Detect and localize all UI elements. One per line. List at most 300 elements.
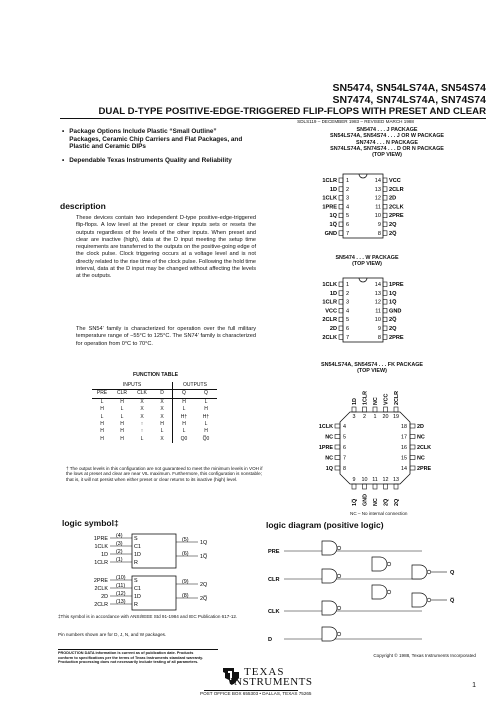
pin-label: NC	[417, 434, 425, 441]
box-label: S	[134, 536, 138, 542]
pin-lead	[394, 484, 398, 489]
nand-gate	[322, 601, 337, 615]
pin-label: 2Q	[389, 326, 397, 332]
column-header: Q̅	[195, 390, 217, 398]
title-line-2: SN7474, SN74LS74A, SN74S74	[332, 94, 486, 106]
pin-number: 7	[346, 230, 350, 237]
fk-caption-line: SN54LS74A, SN54S74 . . . FK PACKAGE	[320, 362, 424, 368]
table-cell: L	[120, 406, 124, 413]
w-pinout	[315, 276, 435, 346]
nc-note: NC – No internal connection	[350, 511, 408, 516]
input-label: 1D	[101, 552, 108, 558]
pin-number: 12	[382, 477, 389, 483]
pin-number: 16	[401, 445, 407, 451]
pin-lead	[335, 445, 340, 449]
pin-lead	[383, 308, 387, 313]
table-cell: X	[160, 435, 164, 442]
pin-label: 1Q̅	[352, 498, 358, 506]
pin-label: 2Q	[389, 222, 397, 228]
pin-lead	[339, 204, 343, 209]
pin-number: (12)	[116, 591, 126, 597]
pin-label: 1CLK	[322, 195, 337, 202]
pin-lead	[339, 326, 343, 331]
dip-pinout	[315, 172, 435, 242]
table-cell: L	[120, 413, 124, 420]
pin-number: 14	[374, 178, 381, 184]
table-cell: H	[100, 406, 104, 413]
table-cell: X	[140, 398, 144, 405]
pin-number: 2	[363, 414, 366, 420]
pin-lead	[383, 196, 387, 201]
pin-lead	[363, 407, 367, 412]
pin-lead	[335, 435, 340, 439]
pin-number: (6)	[182, 551, 189, 557]
pin-number: 10	[361, 477, 368, 483]
table-cell: H	[100, 421, 104, 428]
pin-label: 1Q	[389, 290, 397, 297]
pin-label: NC	[373, 397, 379, 405]
fk-pinout	[300, 378, 450, 508]
pin-lead	[373, 484, 377, 489]
column-header: CLK	[132, 390, 152, 398]
pin-label: 2PRE	[389, 334, 404, 341]
inversion-bubble	[387, 562, 391, 566]
pin-lead	[339, 282, 343, 287]
inversion-bubble	[427, 570, 431, 574]
table-cell: X	[140, 413, 144, 420]
box-label: C1	[134, 544, 141, 550]
title-line-1: SN5474, SN54LS74A, SN54S74	[332, 82, 486, 94]
pin-number: 6	[346, 326, 350, 332]
table-cell: L	[204, 398, 208, 405]
pin-label: 1CLK	[318, 424, 333, 430]
pin-lead	[383, 231, 387, 236]
feature-list	[62, 128, 247, 164]
bullet-icon: •	[62, 156, 65, 164]
pin-number: (2)	[116, 549, 123, 555]
inversion-bubble	[337, 546, 341, 550]
table-cell: L	[140, 435, 144, 442]
function-table-grid	[92, 382, 217, 443]
pin-label: NC	[325, 434, 333, 441]
box-label: 1D	[134, 594, 141, 600]
pin-lead	[410, 456, 415, 460]
pin-number: 6	[343, 445, 346, 451]
pin-label: 1PRE	[322, 204, 337, 211]
pin-number: 12	[374, 299, 381, 306]
table-row	[92, 421, 217, 428]
pin-number: (5)	[182, 537, 189, 543]
pin-lead	[339, 213, 343, 218]
function-table-title: FUNCTION TABLE	[133, 372, 179, 378]
column-header: Q	[173, 390, 196, 398]
pin-lead	[383, 213, 387, 218]
pin-number: 17	[401, 434, 407, 441]
header-rule	[60, 118, 486, 119]
function-table-footnote: † The output levels in this configuration are not guaranteed to meet the minimum levels in VOH if the lows at preset and clear are near VIL maximum. Furthermore, this configuration is nonstable; that is, it will not persist when either preset or clear returns to its inactive (high) level.	[66, 466, 263, 482]
table-row	[92, 406, 217, 413]
table-cell: H†	[202, 413, 210, 420]
pin-number: 6	[346, 222, 350, 228]
pin-number: 4	[343, 424, 346, 430]
table-cell: L	[100, 398, 104, 405]
pin-number: 2	[346, 290, 350, 297]
pin-lead	[383, 204, 387, 209]
dip-caption-line: SN5474 . . . J PACKAGE	[356, 127, 418, 133]
dip-caption-line: SN54LS74A, SN54S74 . . . J OR W PACKAGE	[329, 133, 445, 140]
pin-lead	[339, 317, 343, 322]
pin-number: 2	[346, 186, 350, 193]
pin-number: 13	[393, 477, 399, 483]
input-label: D	[268, 637, 273, 643]
output-label: Q̅	[450, 598, 455, 604]
w-caption-line: SN5474 . . . W PACKAGE	[335, 255, 399, 261]
feature-bullet	[62, 128, 247, 151]
function-table	[92, 382, 217, 443]
page-number: 1	[472, 682, 476, 689]
pin-lead	[335, 424, 340, 428]
pin-label: 1CLR	[322, 178, 337, 184]
table-cell: L	[204, 421, 208, 428]
output-label: 2Q	[200, 582, 208, 588]
inversion-bubble	[427, 598, 431, 602]
table-cell: H	[120, 421, 124, 428]
pin-number: 11	[372, 477, 378, 483]
table-cell: H	[204, 406, 208, 413]
pin-number: 9	[377, 222, 381, 228]
input-label: 1CLR	[94, 560, 108, 566]
logic-symbol-footnote-2: Pin numbers shown are for D, J, N, and W packages.	[58, 632, 167, 637]
footer-rule-left	[58, 649, 218, 650]
pin-number: 5	[343, 434, 346, 441]
w-caption-line: (TOP VIEW)	[352, 261, 382, 268]
pin-number: 18	[401, 424, 407, 430]
output-label: 2Q̅	[200, 596, 208, 602]
pin-lead	[339, 187, 343, 192]
table-cell: L	[173, 406, 196, 413]
table-cell: Q0	[173, 436, 196, 443]
pin-lead	[383, 187, 387, 192]
pin-label: 2D	[389, 195, 397, 202]
pin-label: VCC	[325, 308, 337, 315]
pin-lead	[339, 291, 343, 296]
pin-lead	[383, 300, 387, 305]
pin-lead	[363, 484, 367, 489]
input-label: 1PRE	[93, 536, 108, 542]
input-label: 1CLK	[94, 544, 108, 550]
pin-lead	[394, 407, 398, 412]
output-label: 1Q̅	[200, 554, 208, 560]
pin-number: (3)	[116, 541, 123, 547]
pin-label: 1PRE	[389, 282, 404, 288]
description-heading: description	[60, 201, 106, 211]
feature-text: Package Options Include Plastic “Small Outline” Packages, Ceramic Chip Carriers and Flat Packages, and Plastic and Ceramic DIPs	[69, 128, 243, 151]
table-cell: Q̅0	[202, 435, 210, 442]
box-label: R	[134, 602, 138, 608]
output-label: 1Q	[200, 540, 208, 546]
pin-label: 2Q̅	[389, 317, 397, 324]
pin-label: 1D	[352, 398, 358, 405]
logic-diagram	[262, 535, 462, 647]
pin-number: 19	[393, 414, 399, 420]
box-label: 1D	[134, 552, 141, 558]
pin-label: NC	[325, 455, 333, 462]
pin-label: 1D	[329, 290, 337, 297]
inversion-bubble	[337, 632, 341, 636]
pin-label: 2Q̅	[383, 498, 390, 506]
nand-gate	[322, 569, 337, 583]
inversion-bubble	[337, 606, 341, 610]
pin-number: 10	[374, 317, 381, 324]
package-body	[340, 412, 410, 484]
logic-diagram-heading: logic diagram (positive logic)	[266, 520, 384, 530]
title-line-3: DUAL D-TYPE POSITIVE-EDGE-TRIGGERED FLIP-FLOPS WITH PRESET AND CLEAR	[98, 106, 486, 117]
outputs-group-header: OUTPUTS	[173, 382, 218, 390]
input-label: 2D	[101, 594, 108, 600]
table-cell: H†	[173, 414, 196, 421]
column-header: D	[152, 390, 173, 398]
pin-number: 10	[374, 213, 381, 220]
pin-label: 1Q	[325, 466, 333, 472]
pin-number: (1)	[116, 557, 123, 563]
pin-number: 1	[373, 414, 377, 420]
pin-number: 14	[374, 282, 381, 288]
pin-lead	[352, 484, 356, 489]
pin-number: 20	[382, 414, 389, 420]
input-label: 2CLK	[94, 586, 108, 592]
description-para-2: The SN54' family is characterized for operation over the full military temperature range of −55°C to 125°C. The SN74' family is characterized for operation from 0°C to 70°C.	[76, 326, 256, 347]
table-row	[92, 436, 217, 443]
flip-flop-box	[132, 576, 176, 610]
table-cell: H	[120, 398, 124, 405]
pin-lead	[383, 326, 387, 331]
fk-package-caption	[282, 362, 462, 375]
pin-number: 1	[346, 178, 350, 184]
pin-label: VCC	[383, 393, 390, 405]
copyright: Copyright © 1988, Texas Instruments Incorporated	[373, 653, 476, 658]
table-cell: H	[100, 435, 104, 442]
pin-number: (4)	[116, 533, 123, 539]
pin-number: 4	[346, 308, 350, 315]
pin-lead	[383, 282, 387, 287]
pin-lead	[373, 407, 377, 412]
pin-lead	[383, 335, 387, 340]
logic-symbol-heading: logic symbol‡	[62, 518, 119, 528]
table-cell: X	[160, 413, 164, 420]
fk-caption-line: (TOP VIEW)	[357, 368, 387, 375]
pin1-notch	[359, 278, 367, 282]
flip-flop-box	[132, 534, 176, 568]
table-cell: L	[173, 428, 196, 435]
pin-lead	[383, 291, 387, 296]
brand-line-2: INSTRUMENTS	[230, 676, 313, 688]
pin-lead	[335, 466, 340, 470]
table-cell: X	[160, 406, 164, 413]
pin-lead	[383, 317, 387, 322]
pin-number: 12	[374, 195, 381, 202]
pin-label: 2CLR	[394, 390, 400, 405]
pin-number: 3	[346, 195, 350, 202]
dip-package-caption	[282, 127, 492, 158]
box-label: S	[134, 578, 138, 584]
pin-lead	[335, 456, 340, 460]
table-cell: H	[100, 428, 104, 435]
pin-lead	[339, 222, 343, 227]
pin-label: 2CLK	[322, 334, 337, 341]
pin-number: 9	[377, 326, 381, 332]
input-label: CLK	[268, 609, 280, 615]
pin-label: 1Q̅	[329, 222, 337, 228]
pin-label: 1CLK	[322, 282, 337, 288]
logic-symbol-diagram	[80, 530, 230, 612]
pin-label: 2PRE	[389, 213, 404, 220]
table-cell: L	[100, 413, 104, 420]
pin-label: 1PRE	[318, 445, 333, 451]
table-cell: X	[140, 406, 144, 413]
table-row	[92, 398, 217, 406]
pin-number: 11	[375, 204, 381, 211]
pin-number: (8)	[182, 593, 189, 599]
pin-lead	[339, 300, 343, 305]
table-cell: H	[120, 428, 124, 435]
pin-label: 1Q̅	[389, 299, 397, 306]
pin-label: 1CLR	[322, 299, 337, 306]
pin-number: (11)	[116, 583, 126, 589]
inversion-bubble	[337, 574, 341, 578]
pin-number: 4	[346, 204, 350, 211]
pin-lead	[384, 484, 388, 489]
description-para-1: These devices contain two independent D-type positive-edge-triggered flip-flops. A low level at the preset or clear inputs sets or resets the outputs regardless of the levels of the other inputs. When preset and clear are inactive (high), data at the D input meeting the setup time requirements are transferred to the outputs on the positive-going edge of the clock pulse. Clock triggering occurs at a voltage level and is not directly related to the rise time of the clock pulse. Following the hold time interval, data at the D input may be changed without affecting the levels at the outputs.	[76, 215, 256, 280]
pin-label: GND	[324, 230, 337, 237]
dip-caption-line: (TOP VIEW)	[372, 152, 402, 159]
pinout-drawing	[315, 172, 435, 242]
pin-number: 8	[377, 230, 381, 237]
pin-lead	[339, 308, 343, 313]
table-cell: L	[160, 428, 164, 435]
pin-lead	[339, 178, 343, 183]
pin-lead	[383, 222, 387, 227]
pin-number: 3	[346, 299, 350, 306]
pin-label: NC	[373, 498, 379, 506]
nand-gate	[412, 593, 427, 607]
pin-number: 8	[343, 466, 346, 472]
w-package-caption	[282, 255, 452, 268]
pin-lead	[410, 466, 415, 470]
pin-number: (10)	[116, 575, 126, 581]
input-label: CLR	[268, 577, 280, 583]
box-label: C1	[134, 586, 141, 592]
pin-label: 2Q̅	[389, 230, 397, 237]
pin-lead	[352, 407, 356, 412]
feature-text: Dependable Texas Instruments Quality and Reliability	[69, 156, 232, 164]
logic-symbol-footnote-1: ‡This symbol is in accordance with ANSI/IEEE Std 91-1984 and IEC Publication 617-12.	[58, 614, 238, 619]
column-header: PRE	[92, 390, 112, 398]
input-label: 2CLR	[94, 602, 108, 608]
pin-number: (13)	[116, 599, 126, 605]
pin-label: 2Q	[394, 498, 400, 506]
input-label: PRE	[268, 549, 280, 555]
table-cell: H	[160, 421, 164, 428]
pin-lead	[339, 231, 343, 236]
pin-label: 2D	[329, 326, 337, 332]
pin-lead	[384, 407, 388, 412]
pin-number: 7	[343, 455, 346, 462]
pin-number: (9)	[182, 579, 189, 585]
input-label: 2PRE	[93, 578, 108, 584]
nand-gate	[412, 565, 427, 579]
pin-number: 14	[401, 466, 407, 472]
nand-gate	[322, 541, 337, 555]
pin-lead	[339, 196, 343, 201]
inversion-bubble	[387, 590, 391, 594]
table-cell: X	[160, 398, 164, 405]
column-header: CLR	[112, 390, 132, 398]
nand-gate	[372, 585, 387, 599]
pin-label: 2D	[417, 424, 424, 430]
pinout-drawing	[315, 276, 435, 346]
pin-label: 2CLK	[417, 445, 432, 451]
pin1-notch	[359, 174, 367, 178]
pin-number: 1	[346, 282, 350, 288]
table-cell: H	[173, 421, 196, 428]
dip-caption-line: SN74LS74A, SN74S74 . . . D OR N PACKAGE	[330, 145, 444, 152]
table-cell: H	[173, 398, 196, 406]
pin-number: 7	[346, 334, 350, 341]
pin-number: 15	[401, 455, 407, 462]
pin-label: 2CLR	[389, 186, 404, 193]
pin-label: 2CLR	[322, 317, 337, 324]
pin-label: NC	[417, 455, 425, 462]
inputs-group-header: INPUTS	[92, 382, 173, 390]
output-label: Q	[450, 570, 455, 576]
table-row	[92, 428, 217, 435]
table-cell: H	[204, 428, 208, 435]
pin-number: 9	[352, 477, 356, 483]
table-cell: ↑	[140, 421, 144, 428]
nand-gate	[372, 557, 387, 571]
pin-lead	[410, 445, 415, 449]
table-cell: ↑	[140, 428, 144, 435]
pin-label: VCC	[389, 178, 401, 184]
pin-label: 1CLR	[362, 390, 369, 405]
revision-line: SDLS119 – DECEMBER 1983 – REVISED MARCH 1988	[297, 119, 414, 124]
pin-label: 2CLK	[389, 204, 404, 211]
address: POST OFFICE BOX 655303 • DALLAS, TEXAS 75265	[200, 691, 312, 696]
pin-number: 11	[375, 308, 381, 315]
bullet-icon: •	[62, 128, 65, 135]
table-row	[92, 414, 217, 421]
pin-number: 13	[374, 290, 381, 297]
pin-label: 1D	[329, 186, 337, 193]
box-label: R	[134, 560, 138, 566]
production-data-note: PRODUCTION DATA information is current as of publication date. Products conform to specifications per the terms of Texas Instruments standard warranty. Production processing does not necessarily include testing of all parameters.	[58, 651, 204, 665]
table-cell: H	[120, 435, 124, 442]
pin-label: GND	[389, 308, 402, 315]
pin-label: GND	[362, 494, 369, 506]
pin-number: 5	[346, 317, 350, 324]
feature-bullet	[62, 157, 247, 165]
pin-lead	[410, 435, 415, 439]
pin-number: 3	[352, 414, 356, 420]
pin-lead	[410, 424, 415, 428]
pin-lead	[339, 335, 343, 340]
brand-line-1: TEXAS	[244, 666, 285, 678]
nand-gate	[322, 627, 337, 641]
pin-label: 1Q	[329, 213, 337, 220]
pin-number: 8	[377, 334, 381, 341]
pin-lead	[383, 178, 387, 183]
pin-number: 5	[346, 213, 350, 220]
